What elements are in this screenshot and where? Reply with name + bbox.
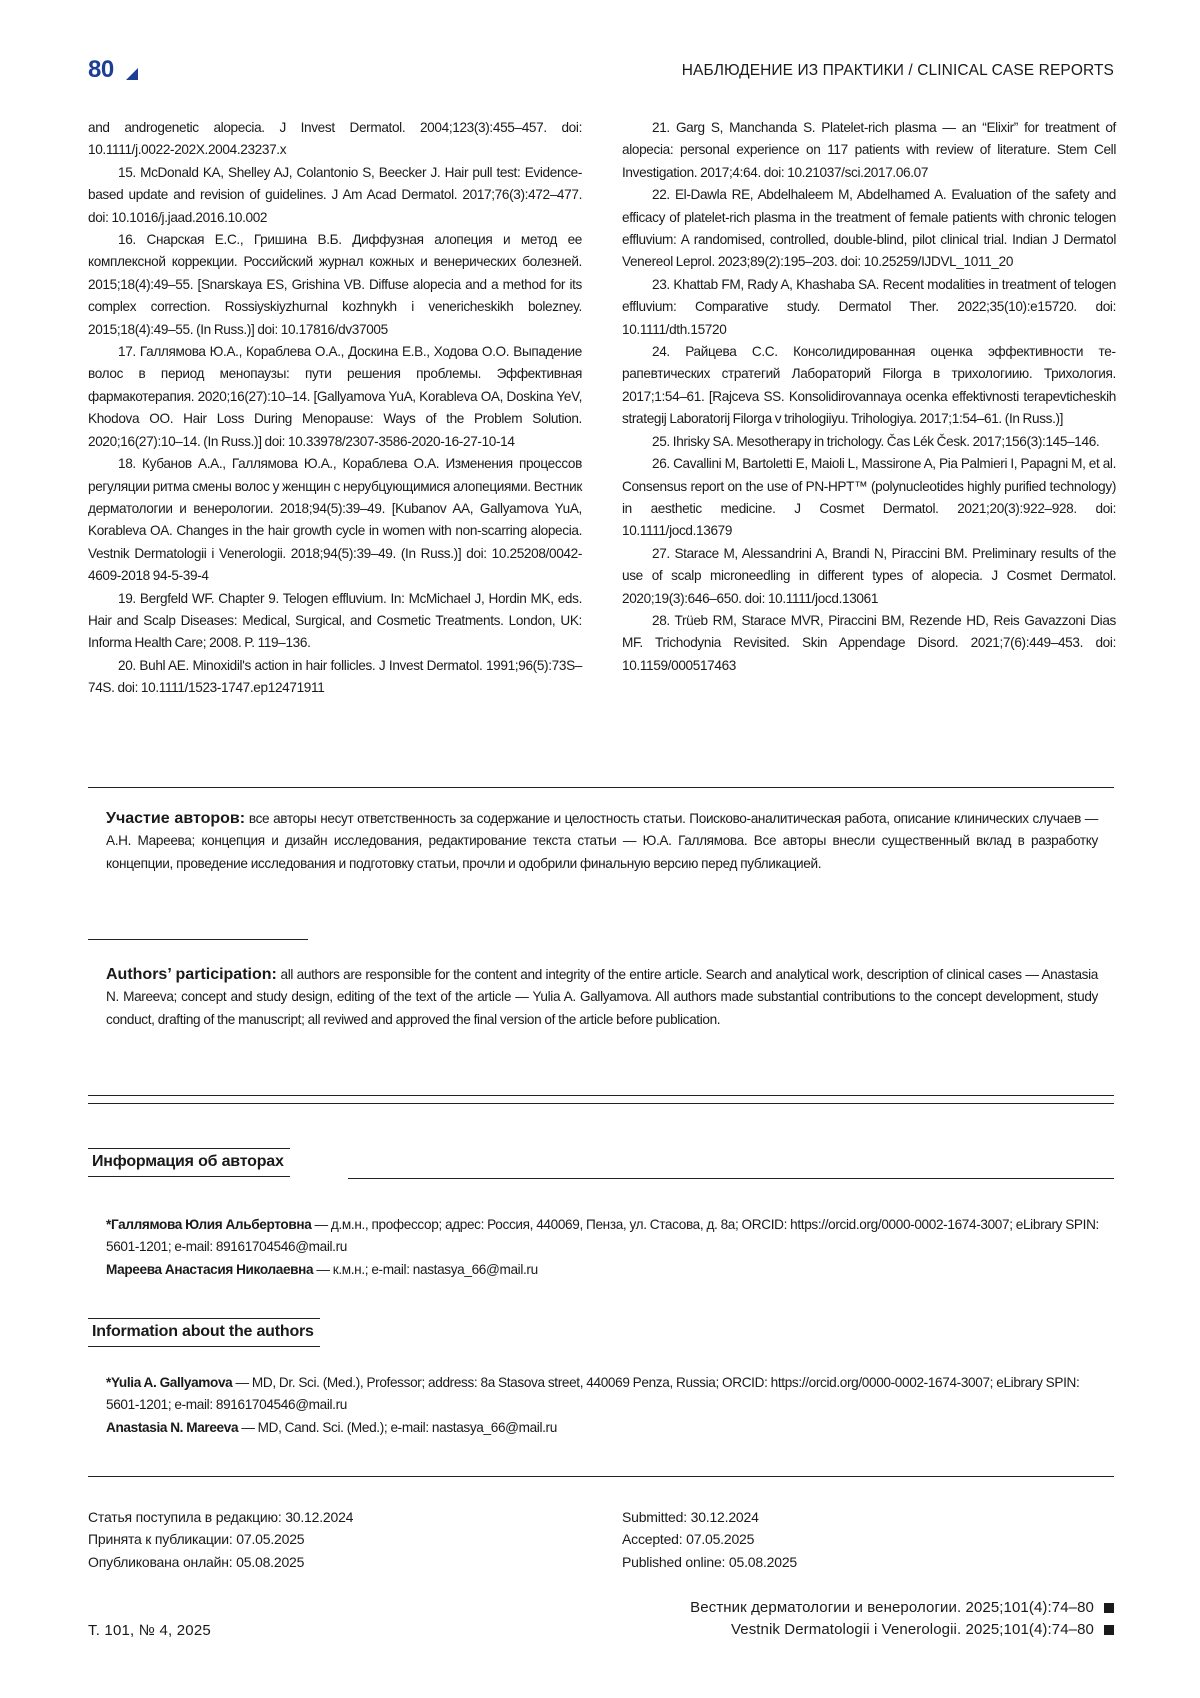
date-submitted: Статья поступила в редакцию: 30.12.2024: [88, 1509, 354, 1525]
divider: [88, 1103, 1114, 1104]
date-accepted: Accepted: 07.05.2025: [622, 1531, 755, 1548]
reference-item: 27. Starace M, Alessandrini A, Brandi N, Piraccini BM. Preliminary results of the use of scalp microneedling in different types of alopecia. J Cosmet Dermatol. 2020;19(3):646–650. doi: 10.1111/jocd.13061: [622, 545, 1116, 606]
reference-item: 15. McDonald KA, Shelley AJ, Colantonio S, Beecker J. Hair pull test: Evidence-based update and revision of guidelines. J Am Acad Dermatol. 2017;76(3):472–477. doi: 10.1016/j.jaad.2016.10.002: [88, 164, 582, 225]
date-published: Published online: 05.08.2025: [622, 1553, 797, 1570]
dates-ru: [88, 1506, 353, 1573]
page-number: 80: [88, 56, 114, 83]
reference-item: 21. Garg S, Manchanda S. Platelet-rich plasma — an “Elixir” for treatment of alopecia: personal experience on 117 patients with review of literature. Stem Cell Investigation. 2017;4:64. doi: 10.21037/sci.2017.06.07: [622, 120, 1116, 180]
author-details: — д.м.н., профессор; адрес: Россия, 440069, Пенза, ул. Стасова, д. 8а; ORCID: https://orcid.org/0000-0002-1674-3007; eLibrary SPIN: 5601-1201; e-mail: 89161704546@mail.ru: [106, 1217, 1099, 1255]
author-details: — MD, Cand. Sci. (Med.); e-mail: nastasya_66@mail.ru: [238, 1419, 557, 1435]
author-name: Anastasia N. Mareeva: [106, 1419, 239, 1435]
info-en-authors: [106, 1372, 1102, 1439]
author-details: — к.м.н.; e-mail: nastasya_66@mail.ru: [313, 1261, 538, 1277]
participation-ru-label: Участие авторов:: [106, 810, 246, 827]
reference-item: 28. Trüeb RM, Starace MVR, Piraccini BM, Rezende HD, Reis Gavazzoni Dias MF. Trichodynia Revisited. Skin Appendage Disord. 2021;7(6):449–453. doi: 10.1159/000517463: [622, 612, 1116, 673]
participation-ru-text: все авторы несут ответственность за содержание и целостность статьи. Поисково-аналитическая работа, описание клинических случаев — А.Н. Мареева; концепция и дизайн исследования, редактирование текста статьи — Ю.А. Галлямова. Все авторы внесли существенный вклад в разработку концепции, проведение исследования и подготовку статьи, прочли и одобрили финальную версию перед публикацией.: [106, 811, 1099, 871]
divider: [88, 787, 1114, 788]
author-entry: [106, 1417, 1102, 1439]
author-entry: [106, 1214, 1102, 1259]
reference-item: and androgenetic alopecia. J Invest Dermatol. 2004;123(3):455–457. doi: 10.1111/j.0022-202X.2004.23237.x: [88, 120, 582, 158]
participation-en-label: Authors’ participation:: [106, 966, 277, 983]
square-bullet-icon: [1104, 1625, 1114, 1635]
footer-journal-en: [731, 1621, 1114, 1638]
divider: [88, 1476, 1114, 1477]
reference-item: 19. Bergfeld WF. Chapter 9. Telogen effluvium. In: McMichael J, Hordin MK, eds. Hair and Scalp Diseases: Medical, Surgical, and Cosmetic Treatments. London, UK: Informa Health Care; 2008. P. 119–136.: [88, 590, 582, 651]
footer-journal-ru-text: Вестник дерматологии и венерологии. 2025;101(4):74–80: [690, 1599, 1094, 1616]
participation-en-text: all authors are responsible for the content and integrity of the entire article. Search and analytical work, description of clinical cases — Anastasia N. Mareeva; concept and study design, editing of the text of the article — Yulia A. Gallyamova. All authors made substantial contributions to the concept development, study conduct, drafting of the manuscript; all reviwed and approved the final version of the article before publication.: [106, 967, 1098, 1027]
reference-item: 16. Снарская Е.С., Гришина В.Б. Диффузная алопеция и метод ее комплексной коррекции. Российский журнал кожных и венерических болезней. 2015;18(4):49–55. [Snarskaya ES, Grishina VB. Diffuse alopecia and a method for its complex correction. Rossiyskiyzhurnal kozhnykh i venericheskikh bolezney. 2015;18(4):49–55. (In Russ.)] doi: 10.17816/dv37005: [88, 232, 582, 337]
participation-en: [106, 964, 1098, 1031]
info-ru-heading: Информация об авторах: [88, 1148, 290, 1177]
references-left-column: [88, 117, 582, 700]
divider: [88, 939, 308, 940]
footer-journal-ru: [690, 1599, 1114, 1616]
section-title: НАБЛЮДЕНИЕ ИЗ ПРАКТИКИ / CLINICAL CASE REPORTS: [681, 62, 1114, 79]
author-entry: [106, 1372, 1102, 1417]
author-name: *Галлямова Юлия Альбертовна: [106, 1217, 312, 1232]
reference-item: 22. El-Dawla RE, Abdelhaleem M, Abdelhamed A. Evaluation of the safety and efficacy of platelet-rich plasma in the treatment of female patients with chronic telogen effluvium: A randomised, controlled, double-blind, pilot clinical trial. Indian J Dermatol Venereol Leprol. 2023;89(2):195–203. doi: 10.25259/IJDVL_1011_20: [622, 187, 1116, 270]
author-details: — MD, Dr. Sci. (Med.), Professor; address: 8a Stasova street, 440069 Penza, Russia; ORCID: https://orcid.org/0000-0002-1674-3007; eLibrary SPIN: 5601-1201; e-mail: 89161704546@mail.ru: [106, 1375, 1080, 1413]
square-bullet-icon: [1104, 1603, 1114, 1613]
footer-volume: Т. 101, № 4, 2025: [88, 1622, 211, 1639]
author-name: Мареева Анастасия Николаевна: [106, 1261, 314, 1277]
info-en-heading: Information about the authors: [88, 1318, 320, 1347]
reference-item: 20. Buhl AE. Minoxidil's action in hair follicles. J Invest Dermatol. 1991;96(5):73S–74S. doi: 10.1111/1523-1747.ep12471911: [88, 657, 582, 696]
author-name: *Yulia A. Gallyamova: [106, 1375, 233, 1390]
references-right-column: [622, 117, 1116, 677]
reference-item: 18. Кубанов А.А., Галлямова Ю.А., Кораблева О.А. Изменения процессов регуляции ритма смены волос у женщин с нерубцующимися алопециями. Вестник дерматологии и венерологии. 2018;94(5):39–49. [Kubanov AA, Gallyamova YuA, Korableva OA. Changes in the hair growth cycle in women with non-scarring alopecia. Vestnik Dermatologii i Venerologii. 2018;94(5):39–49. (In Russ.)] doi: 10.25208/0042-4609-2018 94-5-39-4: [88, 456, 582, 584]
corner-triangle-icon: [126, 68, 138, 80]
divider: [348, 1178, 1114, 1179]
reference-item: 23. Khattab FM, Rady A, Khashaba SA. Recent modalities in treatment of telogen effluvium: Comparative study. Dermatol Ther. 2022;35(10):e15720. doi: 10.1111/dth.15720: [622, 276, 1116, 337]
author-entry: [106, 1259, 1102, 1281]
dates-en: [622, 1506, 797, 1573]
date-accepted: Принята к публикации: 07.05.2025: [88, 1531, 305, 1548]
page-header: [88, 56, 1114, 86]
info-ru-authors: [106, 1214, 1102, 1281]
reference-item: 17. Галлямова Ю.А., Кораблева О.А., Доскина Е.В., Ходова О.О. Выпадение волос в период менопаузы: пути решения проблемы. Эффективная фармакотерапия. 2020;16(27):10–14. [Gallyamova YuA, Korableva OA, Doskina YeV, Khodova OO. Hair Loss During Menopause: Ways of the Problem Solution. 2020;16(27):10–14. (In Russ.)] doi: 10.33978/2307-3586-2020-16-27-10-14: [88, 344, 582, 449]
reference-item: 26. Cavallini M, Bartoletti E, Maioli L, Massirone A, Pia Palmieri I, Papagni M, et al. Consensus report on the use of PN-HPT™ (polynucleotides highly purified technology) in aesthetic medicine. J Cosmet Dermatol. 2021;20(3):922–928. doi: 10.1111/jocd.13679: [622, 456, 1116, 539]
reference-item: 25. Ihrisky SA. Mesotherapy in trichology. Čas Lék Česk. 2017;156(3):145–146.: [652, 433, 1100, 449]
footer-journal-en-text: Vestnik Dermatologii i Venerologii. 2025;101(4):74–80: [730, 1621, 1094, 1638]
divider: [88, 1095, 1114, 1096]
date-published: Опубликована онлайн: 05.08.2025: [88, 1553, 305, 1570]
date-submitted: Submitted: 30.12.2024: [622, 1509, 759, 1525]
participation-ru: [106, 808, 1098, 875]
reference-item: 24. Райцева С.С. Консолидированная оценка эффективности терапевтических стратегий Лабораторий Filorga в трихологиию. Трихология. 2017;1:54–61. [Rajceva SS. Konsolidirovannaya ocenka effektivnosti terapevticheskih strategij Laboratorij Filorga v trihologiiyu. Trihologiya. 2017;1:54–61. (In Russ.)]: [622, 344, 1116, 427]
